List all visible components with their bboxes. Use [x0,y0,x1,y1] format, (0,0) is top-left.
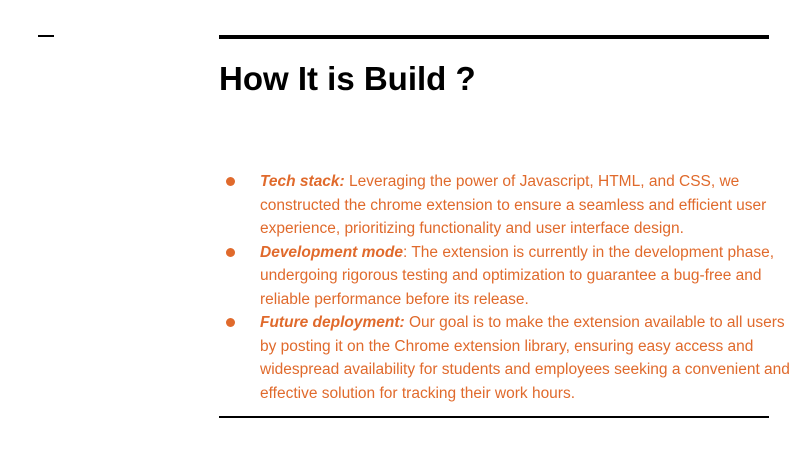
top-divider [219,35,769,39]
bullet-list [222,170,794,405]
bullet-dot-icon [226,318,235,327]
corner-dash-divider [38,35,54,37]
bullet-item-tech-stack [222,170,794,241]
bullet-text: : The extension is currently in the development phase, undergoing rigorous testing and optimization to guarantee a bug-free and reliable performance before its release. [260,243,775,308]
bullet-text: Leveraging the power of Javascript, HTML, and CSS, we constructed the chrome extension to ensure a seamless and efficient user experience, prioritizing functionality and user interface design. [260,173,767,237]
bullet-dot-icon [226,248,235,257]
bullet-dot-icon [226,177,235,186]
bullet-item-development-mode [222,241,794,312]
slide-title: How It is Build ? [219,60,476,97]
bullet-term: Development mode [260,243,403,261]
bullet-text: Our goal is to make the extension available to all users by posting it on the Chrome extension library, ensuring easy access and widespread availability for students and employees seeking a convenient and effective solution for tracking their work hours. [260,314,790,402]
bullet-item-future-deployment [222,311,794,405]
bottom-divider [219,416,769,418]
bullet-term: Tech stack: [260,173,345,190]
bullet-term: Future deployment: [260,314,405,331]
